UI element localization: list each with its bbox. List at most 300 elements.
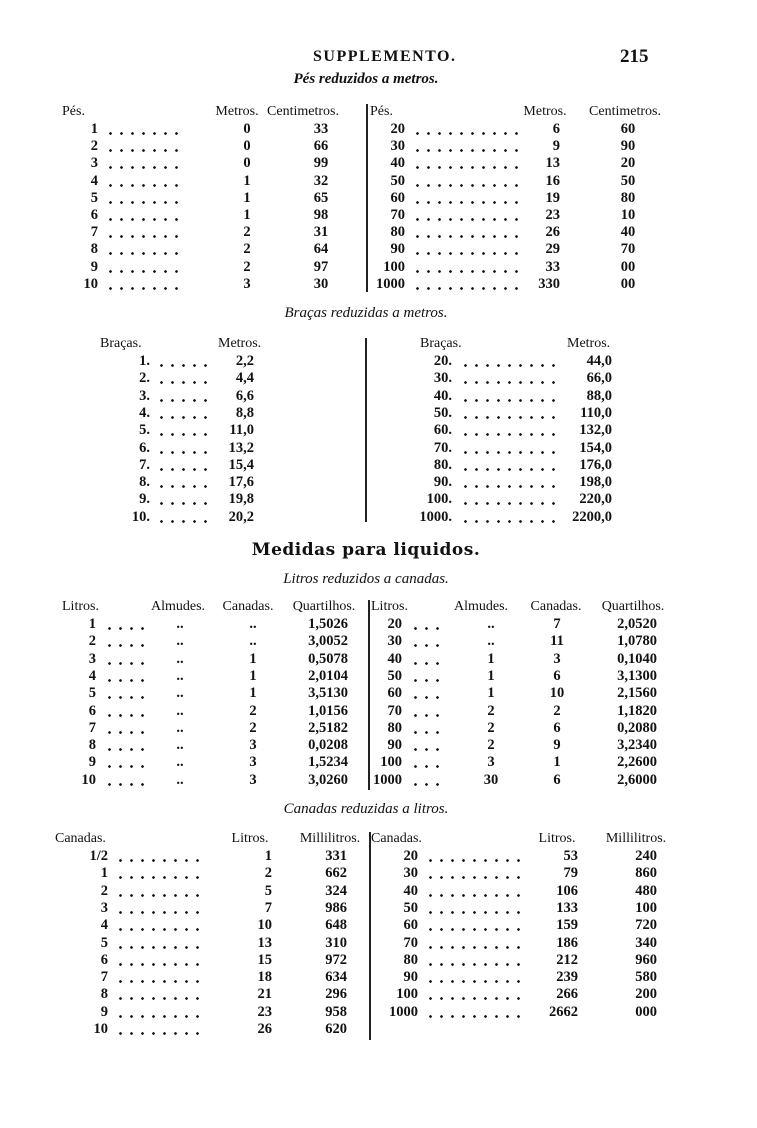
canadas-table-cell: 9 — [100, 1003, 108, 1020]
pes-table-cell: 2 — [243, 224, 251, 241]
canadas-table-cell: 8 — [100, 986, 108, 1003]
litros-table-cell: 3 — [487, 754, 495, 771]
litros-table-cell: 1,1820 — [617, 702, 657, 719]
pes-table-cell: 70 — [620, 241, 636, 258]
table-title-litros: Litros reduzidos a canadas. — [283, 571, 449, 587]
dot-leader — [412, 235, 518, 238]
litros-column-header: Quartilhos. — [601, 599, 665, 614]
canadas-table-cell: 7 — [264, 899, 272, 916]
canadas-table-cell: 310 — [325, 934, 347, 951]
pes-table-cell: 13 — [545, 155, 560, 172]
dot-leader — [115, 997, 206, 1000]
dot-leader — [115, 876, 206, 879]
dot-leader — [425, 928, 522, 931]
canadas-table-cell: 23 — [257, 1003, 272, 1020]
bracas-table-cell: 2200,0 — [572, 508, 612, 525]
litros-table-cell: 1,5026 — [308, 616, 348, 632]
litros-table-cell: 1 — [487, 667, 495, 684]
litros-table-cell: 1 — [249, 650, 257, 667]
canadas-table-cell: 296 — [325, 986, 347, 1003]
canadas-table-cell: 50 — [403, 899, 418, 916]
litros-table-cell: .. — [176, 737, 184, 754]
bracas-column-header: Metros. — [567, 336, 611, 351]
dot-leader — [104, 662, 150, 665]
pes-table-cell: 60 — [390, 189, 405, 206]
pes-table-cell: 29 — [545, 241, 560, 258]
pes-table-cell: 2 — [243, 241, 251, 258]
canadas-table-cell: 18 — [257, 969, 272, 986]
litros-column-header: Litros. — [371, 599, 408, 614]
pes-table-cell: 9 — [552, 138, 560, 155]
canadas-table-cell: 000 — [635, 1003, 657, 1020]
litros-column-header: Canadas. — [222, 599, 274, 614]
pes-table-cell: 3 — [243, 275, 251, 292]
litros-table-cell: .. — [176, 685, 184, 702]
litros-table-cell: 1,5234 — [308, 754, 348, 771]
dot-leader — [412, 149, 518, 152]
dot-leader — [104, 748, 150, 751]
litros-table-cell: 3 — [249, 754, 257, 771]
bracas-table-cell: 154,0 — [579, 439, 612, 456]
dot-leader — [115, 859, 206, 862]
litros-table-cell: 1 — [88, 616, 96, 632]
litros-table-cell: 2,1560 — [617, 685, 657, 702]
pes-table-cell: 31 — [313, 224, 329, 241]
litros-table-cell: .. — [249, 616, 257, 632]
dot-leader — [156, 399, 212, 402]
pes-column-header: Metros. — [523, 104, 567, 119]
dot-leader — [425, 894, 522, 897]
canadas-table-cell: 13 — [257, 934, 272, 951]
pes-table-cell: 50 — [620, 172, 636, 189]
dot-leader — [460, 433, 556, 436]
litros-table-cell: 1 — [487, 650, 495, 667]
bracas-table-cell: 3. — [139, 387, 150, 404]
litros-table-cell: 9 — [88, 754, 96, 771]
canadas-table-cell: 5 — [264, 882, 272, 899]
canadas-table-cell: 186 — [556, 934, 578, 951]
pes-table-cell: 2 — [243, 258, 251, 275]
pes-table-cell: 60 — [620, 121, 636, 137]
pes-table-cell: 00 — [620, 258, 636, 275]
litros-table-cell: 2 — [553, 702, 561, 719]
litros-table-cell: .. — [176, 650, 184, 667]
litros-table-cell: 2 — [487, 702, 495, 719]
dot-leader — [460, 485, 556, 488]
dot-leader — [105, 270, 180, 273]
litros-table-cell: 6 — [553, 771, 561, 788]
bracas-table-cell: 50. — [433, 404, 452, 421]
dot-leader — [156, 416, 212, 419]
litros-table-cell: 6 — [553, 667, 561, 684]
dot-leader — [115, 946, 206, 949]
canadas-table-cell: 7 — [100, 969, 108, 986]
column-divider — [366, 104, 368, 292]
litros-table-cell: 1,0156 — [308, 702, 348, 719]
pes-table-cell: 0 — [243, 155, 251, 172]
pes-table-cell: 0 — [243, 121, 251, 137]
canadas-table-cell: 2 — [264, 865, 272, 882]
dot-leader — [104, 644, 150, 647]
canadas-table-cell: 972 — [325, 951, 347, 968]
pes-table-cell: 65 — [313, 189, 329, 206]
dot-leader — [410, 731, 442, 734]
litros-column-header: Quartilhos. — [292, 599, 356, 614]
bracas-table-cell: 20,2 — [228, 508, 254, 525]
dot-leader — [412, 184, 518, 187]
canadas-column-header: Millilitros. — [299, 831, 361, 846]
bracas-table-cell: 80. — [433, 456, 452, 473]
litros-table-cell: 30 — [483, 771, 499, 788]
litros-table-cell: 50 — [387, 667, 402, 684]
litros-table-cell: .. — [176, 754, 184, 771]
litros-table-cell: 4 — [88, 667, 96, 684]
running-title: SUPPLEMENTO. — [313, 48, 457, 65]
bracas-table-cell: 10. — [131, 508, 150, 525]
table-title-bracas: Braças reduzidas a metros. — [284, 305, 448, 321]
dot-leader — [460, 416, 556, 419]
dot-leader — [425, 980, 522, 983]
dot-leader — [412, 201, 518, 204]
dot-leader — [104, 783, 150, 786]
bracas-column-header: Braças. — [420, 336, 462, 351]
dot-leader — [105, 201, 180, 204]
litros-table-cell: 3 — [88, 650, 96, 667]
dot-leader — [425, 946, 522, 949]
litros-table-cell: 3,2340 — [617, 737, 657, 754]
canadas-table-cell: 662 — [325, 865, 347, 882]
litros-table-cell: 2 — [487, 719, 495, 736]
litros-table-cell: 1 — [249, 685, 257, 702]
litros-table-cell: 0,1040 — [617, 650, 657, 667]
litros-table-cell: 3,5130 — [308, 685, 348, 702]
litros-table-cell: .. — [176, 633, 184, 650]
litros-table-cell: 2 — [487, 737, 495, 754]
litros-table-cell: .. — [176, 719, 184, 736]
litros-column-header: Almudes. — [453, 599, 509, 614]
litros-table-cell: 3,0052 — [308, 633, 348, 650]
table-title-canadas: Canadas reduzidas a litros. — [283, 801, 449, 817]
canadas-table-cell: 331 — [325, 848, 347, 864]
canadas-column-header: Canadas. — [371, 831, 422, 846]
dot-leader — [425, 876, 522, 879]
dot-leader — [105, 218, 180, 221]
bracas-table-cell: 132,0 — [579, 422, 612, 439]
dot-leader — [105, 287, 180, 290]
litros-table-cell: 1 — [487, 685, 495, 702]
pes-table-cell: 10 — [83, 275, 98, 292]
canadas-table-cell: 240 — [635, 848, 657, 864]
litros-table-cell: .. — [487, 633, 495, 650]
litros-table-cell: 10 — [549, 685, 565, 702]
pes-table-cell: 80 — [620, 189, 636, 206]
dot-leader — [412, 218, 518, 221]
pes-table-cell: 20 — [620, 155, 636, 172]
bracas-table-cell: 220,0 — [579, 491, 612, 508]
litros-table-cell: 3 — [249, 737, 257, 754]
pes-table-cell: 90 — [620, 138, 636, 155]
pes-table-cell: 97 — [313, 258, 329, 275]
canadas-table-cell: 10 — [257, 917, 272, 934]
pes-table-cell: 40 — [390, 155, 405, 172]
pes-column-header: Centimetros. — [267, 104, 339, 119]
dot-leader — [115, 911, 206, 914]
bracas-table-cell: 15,4 — [228, 456, 254, 473]
canadas-table-cell: 634 — [325, 969, 347, 986]
pes-table-cell: 90 — [390, 241, 405, 258]
dot-leader — [104, 679, 150, 682]
bracas-table-cell: 7. — [139, 456, 150, 473]
bracas-table-cell: 100. — [426, 491, 452, 508]
dot-leader — [105, 184, 180, 187]
dot-leader — [104, 627, 150, 630]
pes-column-header: Pés. — [370, 104, 393, 119]
pes-table-cell: 4 — [90, 172, 98, 189]
pes-table-cell: 64 — [313, 241, 329, 258]
pes-table-cell: 1 — [243, 172, 251, 189]
pes-table-cell: 330 — [538, 275, 560, 292]
pes-table-cell: 33 — [545, 258, 560, 275]
dot-leader — [410, 783, 442, 786]
canadas-table-cell: 100 — [635, 899, 657, 916]
litros-table-cell: 6 — [88, 702, 96, 719]
canadas-table-cell: 720 — [635, 917, 657, 934]
canadas-table-cell: 60 — [403, 917, 418, 934]
column-divider — [369, 832, 371, 1040]
pes-table-cell: 98 — [313, 207, 329, 223]
dot-leader — [460, 451, 556, 454]
dot-leader — [410, 644, 442, 647]
dot-leader — [104, 765, 150, 768]
litros-table-cell: 0,5078 — [308, 650, 348, 667]
bracas-table-cell: 60. — [433, 422, 452, 439]
litros-table-cell: 2,5182 — [308, 719, 348, 736]
canadas-table-cell: 200 — [635, 986, 657, 1003]
bracas-table-cell: 30. — [433, 370, 452, 387]
canadas-table-cell: 340 — [635, 934, 657, 951]
pes-table-cell: 9 — [90, 258, 98, 275]
dot-leader — [104, 731, 150, 734]
canadas-table-cell: 860 — [635, 865, 657, 882]
canadas-table-cell: 3 — [100, 899, 108, 916]
dot-leader — [412, 166, 518, 169]
dot-leader — [460, 468, 556, 471]
canadas-column-header: Litros. — [538, 831, 576, 846]
bracas-table-cell: 11,0 — [229, 422, 254, 439]
canadas-table-cell: 30 — [403, 865, 418, 882]
pes-table-cell: 16 — [545, 172, 560, 189]
dot-leader — [412, 270, 518, 273]
canadas-table-cell: 26 — [257, 1021, 272, 1037]
canadas-table-cell: 958 — [325, 1003, 347, 1020]
dot-leader — [105, 252, 180, 255]
pes-table-cell: 2 — [90, 138, 98, 155]
dot-leader — [156, 485, 212, 488]
litros-table-cell: 0,0208 — [308, 737, 348, 754]
canadas-table-cell: 4 — [100, 917, 108, 934]
dot-leader — [115, 1032, 206, 1035]
dot-leader — [410, 662, 442, 665]
bracas-table-cell: 1. — [139, 353, 150, 369]
canadas-table-cell: 15 — [257, 951, 272, 968]
dot-leader — [115, 980, 206, 983]
column-divider — [365, 338, 367, 522]
canadas-table-cell: 1000 — [389, 1003, 418, 1020]
litros-table-cell: 2 — [249, 719, 257, 736]
bracas-table-cell: 8,8 — [235, 404, 254, 421]
dot-leader — [425, 1015, 522, 1018]
bracas-table-cell: 90. — [433, 474, 452, 491]
litros-table-cell: 8 — [88, 737, 96, 754]
dot-leader — [105, 149, 180, 152]
litros-table-cell: 2 — [88, 633, 96, 650]
canadas-table-cell: 79 — [563, 865, 578, 882]
canadas-table-cell: 5 — [100, 934, 108, 951]
litros-table-cell: .. — [487, 616, 495, 632]
bracas-table-cell: 110,0 — [580, 404, 612, 421]
bracas-table-cell: 6. — [139, 439, 150, 456]
canadas-table-cell: 960 — [635, 951, 657, 968]
pes-table-cell: 3 — [90, 155, 98, 172]
dot-leader — [410, 627, 442, 630]
canadas-table-cell: 70 — [403, 934, 418, 951]
canadas-table-cell: 53 — [563, 848, 578, 864]
bracas-column-header: Metros. — [218, 336, 262, 351]
canadas-column-header: Millilitros. — [605, 831, 667, 846]
pes-table-cell: 33 — [313, 121, 329, 137]
dot-leader — [460, 381, 556, 384]
pes-table-cell: 23 — [545, 207, 560, 223]
canadas-table-cell: 580 — [635, 969, 657, 986]
litros-table-cell: 1 — [553, 754, 561, 771]
litros-table-cell: 3 — [249, 771, 257, 788]
pes-table-cell: 70 — [390, 207, 405, 223]
litros-table-cell: 1000 — [373, 771, 402, 788]
dot-leader — [410, 696, 442, 699]
dot-leader — [115, 1015, 206, 1018]
litros-table-cell: 9 — [553, 737, 561, 754]
pes-table-cell: 8 — [90, 241, 98, 258]
litros-table-cell: 2,6000 — [617, 771, 657, 788]
bracas-table-cell: 4. — [139, 404, 150, 421]
dot-leader — [425, 997, 522, 1000]
dot-leader — [104, 714, 150, 717]
litros-table-cell: .. — [176, 667, 184, 684]
pes-table-cell: 66 — [313, 138, 329, 155]
canadas-table-cell: 20 — [403, 848, 418, 864]
pes-table-cell: 19 — [545, 189, 560, 206]
canadas-table-cell: 986 — [325, 899, 347, 916]
canadas-table-cell: 6 — [100, 951, 108, 968]
bracas-table-cell: 19,8 — [228, 491, 254, 508]
dot-leader — [115, 928, 206, 931]
dot-leader — [460, 399, 556, 402]
bracas-table-cell: 9. — [139, 491, 150, 508]
pes-table-cell: 1 — [243, 207, 251, 223]
canadas-table-cell: 90 — [403, 969, 418, 986]
pes-table-cell: 7 — [90, 224, 98, 241]
bracas-table-cell: 8. — [139, 474, 150, 491]
dot-leader — [156, 381, 212, 384]
canadas-table-cell: 106 — [556, 882, 578, 899]
bracas-table-cell: 70. — [433, 439, 452, 456]
dot-leader — [115, 963, 206, 966]
litros-table-cell: 2,0520 — [617, 616, 657, 632]
bracas-table-cell: 13,2 — [228, 439, 254, 456]
pes-table-cell: 20 — [390, 121, 405, 137]
pes-table-cell: 10 — [620, 207, 636, 223]
pes-table-cell: 1 — [243, 189, 251, 206]
dot-leader — [156, 451, 212, 454]
section-heading-liquids: Medidas para liquidos. — [251, 540, 481, 560]
dot-leader — [460, 520, 556, 523]
bracas-table-cell: 2. — [139, 370, 150, 387]
bracas-table-cell: 40. — [433, 387, 452, 404]
canadas-table-cell: 266 — [556, 986, 578, 1003]
litros-table-cell: .. — [249, 633, 257, 650]
canadas-table-cell: 133 — [556, 899, 578, 916]
dot-leader — [156, 520, 212, 523]
litros-table-cell: 60 — [387, 685, 402, 702]
canadas-table-cell: 21 — [257, 986, 272, 1003]
pes-table-cell: 6 — [552, 121, 560, 137]
bracas-table-cell: 198,0 — [579, 474, 612, 491]
bracas-table-cell: 4,4 — [235, 370, 254, 387]
dot-leader — [410, 714, 442, 717]
litros-table-cell: .. — [176, 702, 184, 719]
table-title-pes: Pés reduzidos a metros. — [293, 71, 439, 87]
dot-leader — [156, 433, 212, 436]
bracas-table-cell: 176,0 — [579, 456, 612, 473]
litros-table-cell: 3,1300 — [617, 667, 657, 684]
pes-column-header: Pés. — [62, 104, 85, 119]
pes-table-cell: 5 — [90, 189, 98, 206]
litros-table-cell: 3 — [553, 650, 561, 667]
litros-column-header: Canadas. — [530, 599, 582, 614]
canadas-table-cell: 159 — [556, 917, 578, 934]
canadas-column-header: Litros. — [231, 831, 269, 846]
pes-table-cell: 30 — [390, 138, 405, 155]
canadas-table-cell: 239 — [556, 969, 578, 986]
dot-leader — [104, 696, 150, 699]
litros-table-cell: 6 — [553, 719, 561, 736]
canadas-column-header: Canadas. — [55, 831, 106, 846]
column-divider — [368, 600, 370, 790]
litros-table-cell: 70 — [387, 702, 402, 719]
bracas-table-cell: 88,0 — [586, 387, 612, 404]
pes-table-cell: 30 — [313, 275, 329, 292]
pes-table-cell: 00 — [620, 275, 636, 292]
dot-leader — [460, 364, 556, 367]
litros-table-cell: 20 — [387, 616, 402, 632]
litros-table-cell: 30 — [387, 633, 402, 650]
bracas-table-cell: 6,6 — [235, 387, 254, 404]
bracas-table-cell: 17,6 — [228, 474, 254, 491]
dot-leader — [105, 132, 180, 135]
dot-leader — [410, 765, 442, 768]
canadas-table-cell: 40 — [403, 882, 418, 899]
bracas-table-cell: 44,0 — [586, 353, 612, 369]
pes-table-cell: 6 — [90, 207, 98, 223]
canadas-table-cell: 100 — [396, 986, 418, 1003]
pes-table-cell: 32 — [313, 172, 329, 189]
canadas-table-cell: 10 — [93, 1021, 108, 1037]
pes-table-cell: 1000 — [376, 275, 405, 292]
pes-table-cell: 1 — [90, 121, 98, 137]
litros-table-cell: 7 — [88, 719, 96, 736]
litros-table-cell: 90 — [387, 737, 402, 754]
pes-table-cell: 99 — [313, 155, 329, 172]
